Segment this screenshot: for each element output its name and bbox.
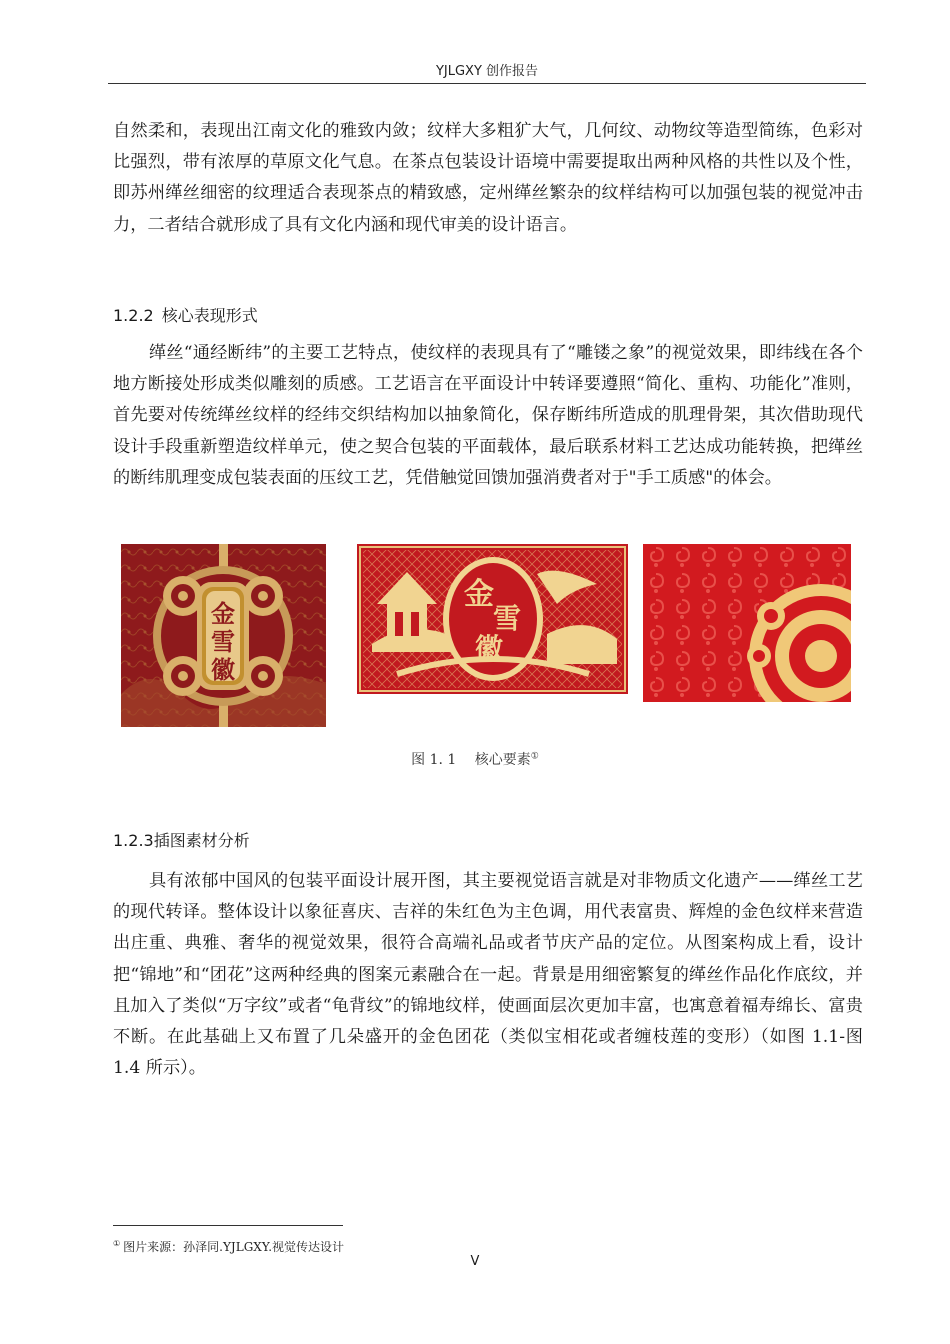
figure-image-2: [357, 544, 628, 694]
fig1-brand-char-3: 徽: [211, 655, 235, 684]
section-heading-1-2-3: [113, 828, 250, 851]
figure-image-1: [121, 544, 326, 727]
paragraph-1: 自然柔和，表现出江南文化的雅致内敛；纹样大多粗犷大气，几何纹、动物纹等造型简练，色彩对比强烈，带有浓厚的草原文化气息。在茶点包装设计语境中需要提取出两种风格的共性以及个性，即苏州缂丝细密的纹理适合表现茶点的精致感，定州缂丝繁杂的纹样结构可以加强包装的视觉冲击力，二者结合就形成了具有文化内涵和现代审美的设计语言。: [113, 121, 863, 235]
footnote-divider: [113, 1225, 343, 1226]
fig2-brand-char-2: 雪: [492, 602, 522, 635]
footnote: [113, 1238, 344, 1255]
heading-number: 1.2.2: [113, 306, 154, 325]
section-heading-1-2-2: [113, 303, 258, 326]
figure-image-3: [643, 544, 851, 702]
fig2-brand-char-3: 徽: [474, 632, 504, 665]
fig1-brand-char-1: 金: [211, 599, 235, 628]
page-number: V: [470, 1254, 480, 1269]
footnote-mark: ①: [113, 1239, 121, 1248]
fig2-brand-char-1: 金: [464, 577, 494, 612]
heading-number: 1.2.3: [113, 831, 154, 850]
figure-caption: [0, 749, 950, 769]
page-header: YJLGXY 创作报告: [108, 60, 866, 84]
heading-text: 核心表现形式: [161, 306, 258, 325]
caption-text: 图 1. 1 核心要素: [411, 752, 531, 768]
caption-footnote-mark: ①: [530, 751, 539, 762]
footnote-text: 图片来源：孙泽同.YJLGXY.视觉传达设计: [123, 1240, 345, 1254]
heading-text: 插图素材分析: [153, 831, 250, 850]
paragraph-2: 缂丝“通经断纬”的主要工艺特点，使纹样的表现具有了“雕镂之象”的视觉效果，即纬线在各个地方断接处形成类似雕刻的质感。工艺语言在平面设计中转译要遵照“简化、重构、功能化”准则，首先要对传统缂丝纹样的经纬交织结构加以抽象简化，保存断纬所造成的肌理骨架，其次借助现代设计手段重新塑造纹样单元，使之契合包装的平面载体，最后联系材料工艺达成功能转换，把缂丝的断纬肌理变成包装表面的压纹工艺，凭借触觉回馈加强消费者对于"手工质感"的体会。: [113, 343, 863, 488]
fig1-brand-char-2: 雪: [211, 627, 235, 656]
paragraph-3: 具有浓郁中国风的包装平面设计展开图，其主要视觉语言就是对非物质文化遗产——缂丝工艺的现代转译。整体设计以象征喜庆、吉祥的朱红色为主色调，用代表富贵、辉煌的金色纹样来营造出庄重、典雅、奢华的视觉效果，很符合高端礼品或者节庆产品的定位。从图案构成上看，设计把“锦地”和“团花”这两种经典的图案元素融合在一起。背景是用细密繁复的缂丝作品化作底纹，并且加入了类似“万字纹”或者“龟背纹”的锦地纹样，使画面层次更加丰富，也寓意着福寿绵长、富贵不断。在此基础上又布置了几朵盛开的金色团花（类似宝相花或者缠枝莲的变形）（如图 1.1-图 1.4 所示）。: [113, 871, 863, 1079]
